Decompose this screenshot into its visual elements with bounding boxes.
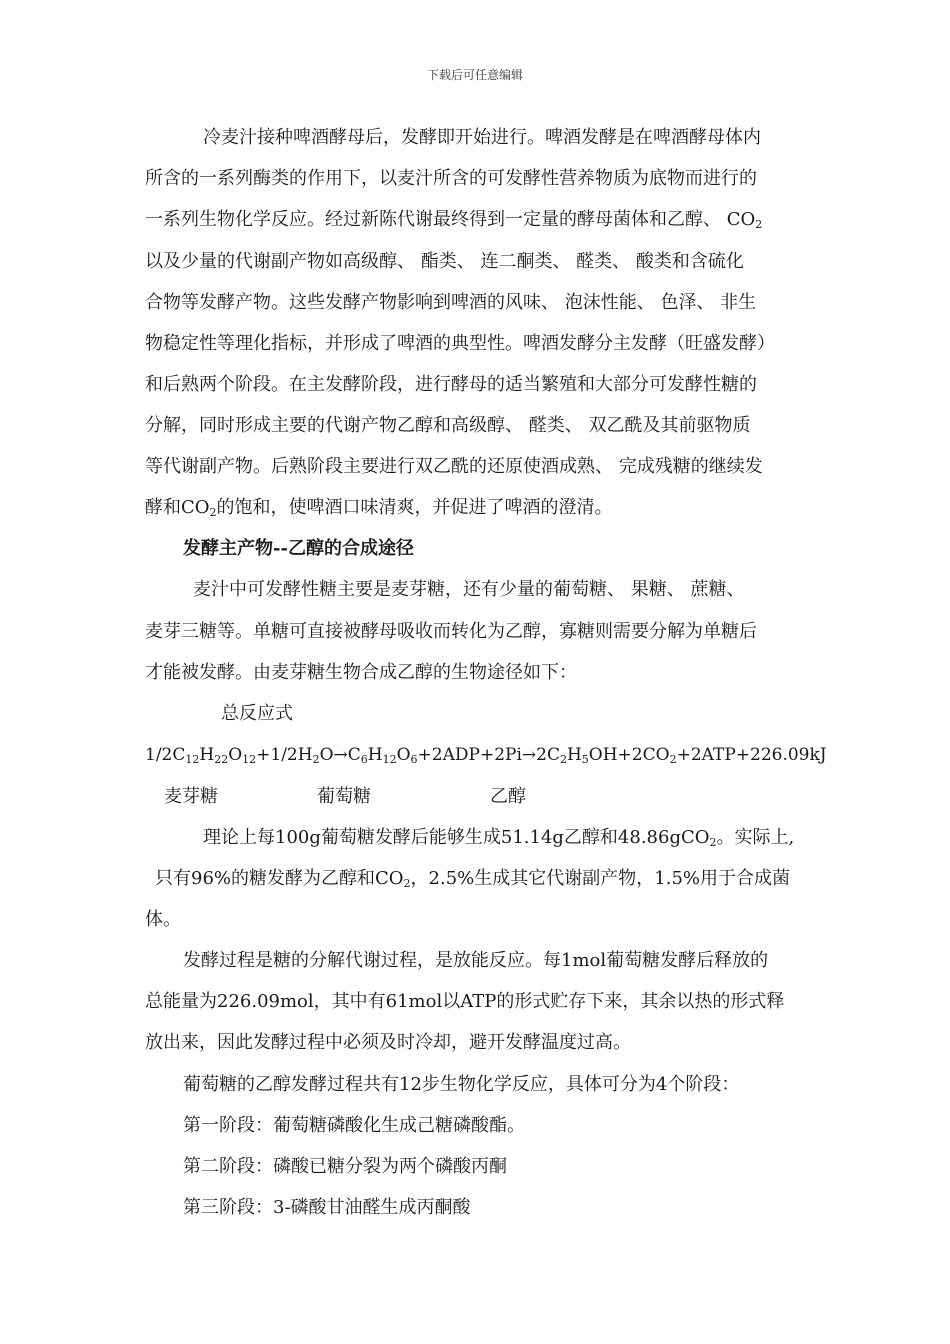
equation-title: 总反应式 <box>221 703 293 724</box>
para1-line-5: 合物等发酵产物。这些发酵产物影响到啤酒的风味、 泡沫性能、 色泽、 非生 <box>145 292 757 313</box>
para1-line-1: 冷麦汁接种啤酒酵母后，发酵即开始进行。啤酒发酵是在啤酒酵母体内 <box>203 127 761 148</box>
para3-line-2: 只有96%的糖发酵为乙醇和$CO_2$，2.5%生成其它代谢副产物，1.5%用于合成菌 <box>155 868 791 890</box>
para5: 葡萄糖的乙醇发酵过程共有12步生物化学反应，具体可分为4个阶段： <box>183 1074 740 1095</box>
para3-line-1: 理论上每100g葡萄糖发酵后能够生成51.14g乙醇和48.86gCO$_2$。实际上, <box>203 827 795 849</box>
stage-1: 第一阶段：葡萄糖磷酸化生成己糖磷酸酯。 <box>183 1115 525 1136</box>
para2-line-3: 才能被发酵。由麦芽糖生物合成乙醇的生物途径如下： <box>145 662 577 683</box>
para4-line-2: 总能量为226.09mol，其中有61mol以ATP的形式贮存下来，其余以热的形式释 <box>145 991 785 1012</box>
para1-line-9: 等代谢副产物。后熟阶段主要进行双乙酰的还原使酒成熟、 完成残糖的继续发 <box>145 456 763 477</box>
para1-line-2: 所含的一系列酶类的作用下，以麦汁所含的可发酵性营养物质为底物而进行的 <box>145 168 757 189</box>
stage-3: 第三阶段：3-磷酸甘油醛生成丙酮酸 <box>183 1197 471 1218</box>
para4-line-1: 发酵过程是糖的分解代谢过程，是放能反应。每1mol葡萄糖发酵后释放的 <box>183 950 769 971</box>
section-heading: 发酵主产物--乙醇的合成途径 <box>183 538 414 559</box>
para2-line-1: 麦汁中可发酵性糖主要是麦芽糖，还有少量的葡萄糖、 果糖、 蔗糖、 <box>193 579 745 600</box>
para2-line-2: 麦芽三糖等。单糖可直接被酵母吸收而转化为乙醇，寡糖则需要分解为单糖后 <box>145 621 757 642</box>
label-maltose: 麦芽糖 <box>164 786 218 807</box>
para1-line-3: 一系列生物化学反应。经过新陈代谢最终得到一定量的酵母菌体和乙醇、 $CO_2$ <box>145 209 763 231</box>
para4-line-3: 放出来，因此发酵过程中必须及时冷却，避开发酵温度过高。 <box>145 1032 631 1053</box>
page-header: 下载后可任意编辑 <box>426 68 523 82</box>
para1-line-4: 以及少量的代谢副产物如高级醇、 酯类、 连二酮类、 醛类、 酸类和含硫化 <box>145 251 744 272</box>
reaction-equation: $1/2C_{12}H_{22}O_{12}+1/2H_2O\to C_6H_{12}O_6+2ADP+2Pi\to 2C_2H_5OH+2CO_2+2ATP+226.09kJ$ <box>145 745 827 766</box>
para1-line-8: 分解，同时形成主要的代谢产物乙醇和高级醇、 醛类、 双乙酰及其前驱物质 <box>145 415 751 436</box>
label-ethanol: 乙醇 <box>490 786 526 807</box>
stage-2: 第二阶段：磷酸已糖分裂为两个磷酸丙酮 <box>183 1156 507 1177</box>
para1-line-7: 和后熟两个阶段。在主发酵阶段，进行酵母的适当繁殖和大部分可发酵性糖的 <box>145 374 757 395</box>
para1-line-6: 物稳定性等理化指标，并形成了啤酒的典型性。啤酒发酵分主发酵（旺盛发酵） <box>145 333 775 354</box>
label-glucose: 葡萄糖 <box>317 786 371 807</box>
para1-line-10: 酵和$CO_2$的饱和，使啤酒口味清爽，并促进了啤酒的澄清。 <box>145 497 613 519</box>
para3-line-3: 体。 <box>145 909 181 930</box>
